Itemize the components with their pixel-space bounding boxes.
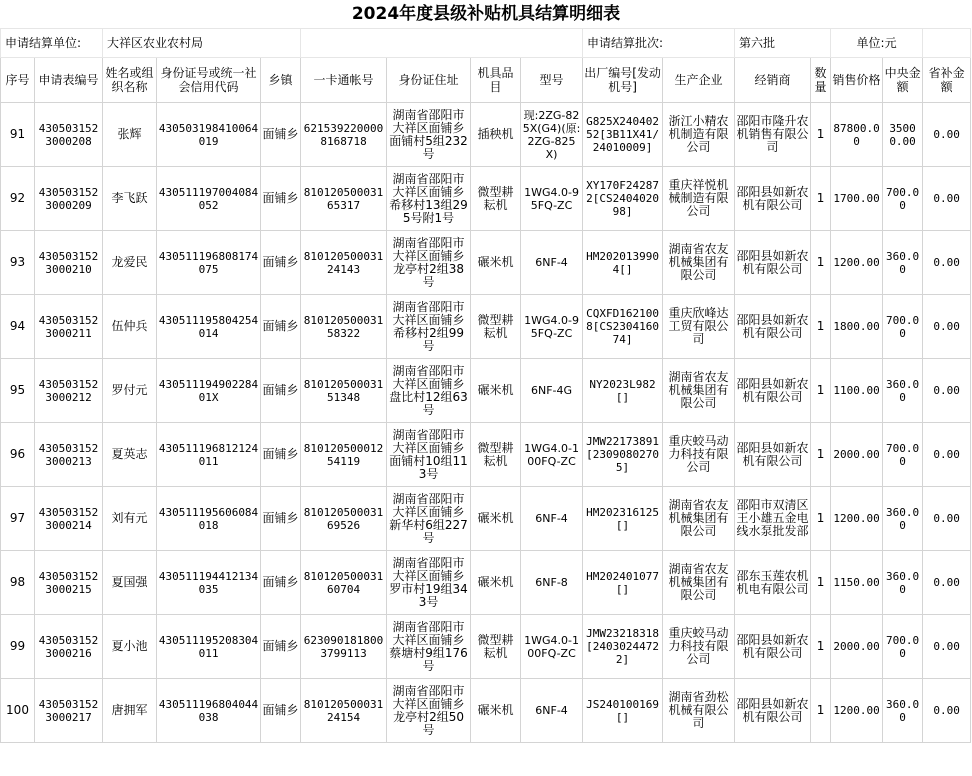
dealer-cell[interactable]: 邵东玉莲农机机电有限公司 <box>735 551 811 615</box>
dealer-cell[interactable]: 邵阳县如新农机有限公司 <box>735 679 811 743</box>
dealer-cell[interactable]: 邵阳市隆升农机销售有限公司 <box>735 103 811 167</box>
table-row <box>1 103 971 167</box>
row-number-cell[interactable]: 98 <box>1 551 35 615</box>
model-cell[interactable]: 1WG4.0-100FQ-ZC <box>521 615 583 679</box>
id-code-cell[interactable]: 430511195606084018 <box>157 487 261 551</box>
header-row <box>1 58 971 103</box>
township-cell[interactable]: 面铺乡 <box>261 551 301 615</box>
provincial-subsidy-cell[interactable]: 0.00 <box>923 615 971 679</box>
address-cell[interactable]: 湖南省邵阳市大祥区面铺乡面铺村10组113号 <box>387 423 471 487</box>
quantity-cell[interactable]: 1 <box>811 615 831 679</box>
machine-category-cell[interactable]: 微型耕耘机 <box>471 615 521 679</box>
column-header: 销售价格 <box>831 58 883 103</box>
provincial-subsidy-cell[interactable]: 0.00 <box>923 295 971 359</box>
machine-category-cell[interactable]: 碾米机 <box>471 551 521 615</box>
sale-price-cell[interactable]: 2000.00 <box>831 615 883 679</box>
column-header: 身份证住址 <box>387 58 471 103</box>
column-header: 中央金额 <box>883 58 923 103</box>
provincial-subsidy-cell[interactable]: 0.00 <box>923 359 971 423</box>
central-subsidy-cell[interactable]: 360.00 <box>883 551 923 615</box>
serial-number-cell[interactable]: HM202401077[] <box>583 551 663 615</box>
row-number-cell[interactable]: 91 <box>1 103 35 167</box>
central-subsidy-cell[interactable]: 700.00 <box>883 423 923 487</box>
township-cell[interactable]: 面铺乡 <box>261 487 301 551</box>
serial-number-cell[interactable]: CQXFD1621008[CS230416074] <box>583 295 663 359</box>
table-row <box>1 359 971 423</box>
central-subsidy-cell[interactable]: 360.00 <box>883 231 923 295</box>
column-header: 生产企业 <box>663 58 735 103</box>
sale-price-cell[interactable]: 1150.00 <box>831 551 883 615</box>
column-header: 序号 <box>1 58 35 103</box>
quantity-cell[interactable]: 1 <box>811 551 831 615</box>
manufacturer-cell[interactable]: 湖南省农友机械集团有限公司 <box>663 359 735 423</box>
sale-price-cell[interactable]: 1800.00 <box>831 295 883 359</box>
row-number-cell[interactable]: 92 <box>1 167 35 231</box>
model-cell[interactable]: 1WG4.0-100FQ-ZC <box>521 423 583 487</box>
address-cell[interactable]: 湖南省邵阳市大祥区面铺乡新华村6组227号 <box>387 487 471 551</box>
provincial-subsidy-cell[interactable]: 0.00 <box>923 103 971 167</box>
serial-number-cell[interactable]: G825X24040252[3B11X41/24010009] <box>583 103 663 167</box>
model-cell[interactable]: 1WG4.0-95FQ-ZC <box>521 295 583 359</box>
table-row <box>1 231 971 295</box>
dealer-cell[interactable]: 邵阳县如新农机有限公司 <box>735 295 811 359</box>
id-code-cell[interactable]: 430503198410064019 <box>157 103 261 167</box>
column-header: 出厂编号[发动机号] <box>583 58 663 103</box>
serial-number-cell[interactable]: JMW22173891[2309080270 5] <box>583 423 663 487</box>
sale-price-cell[interactable]: 1200.00 <box>831 231 883 295</box>
dealer-cell[interactable]: 邵阳县如新农机有限公司 <box>735 167 811 231</box>
serial-number-cell[interactable]: NY2023L982[] <box>583 359 663 423</box>
dealer-cell[interactable]: 邵阳县如新农机有限公司 <box>735 615 811 679</box>
application-id-cell[interactable]: 4305031523000216 <box>35 615 103 679</box>
quantity-cell[interactable]: 1 <box>811 423 831 487</box>
row-number-cell[interactable]: 99 <box>1 615 35 679</box>
id-code-cell[interactable]: 430511194412134035 <box>157 551 261 615</box>
quantity-cell[interactable]: 1 <box>811 103 831 167</box>
info-spacer <box>301 29 583 58</box>
applicant-name-cell[interactable]: 龙爱民 <box>103 231 157 295</box>
address-cell[interactable]: 湖南省邵阳市大祥区面铺乡龙亭村2组50号 <box>387 679 471 743</box>
quantity-cell[interactable]: 1 <box>811 679 831 743</box>
applicant-name-cell[interactable]: 罗付元 <box>103 359 157 423</box>
township-cell[interactable]: 面铺乡 <box>261 359 301 423</box>
table-row <box>1 615 971 679</box>
row-number-cell[interactable]: 100 <box>1 679 35 743</box>
sale-price-cell[interactable]: 1200.00 <box>831 679 883 743</box>
manufacturer-cell[interactable]: 重庆蛟马动力科技有限公司 <box>663 423 735 487</box>
application-id-cell[interactable]: 4305031523000213 <box>35 423 103 487</box>
applicant-name-cell[interactable]: 夏英志 <box>103 423 157 487</box>
column-header: 机具品目 <box>471 58 521 103</box>
provincial-subsidy-cell[interactable]: 0.00 <box>923 167 971 231</box>
table-row <box>1 423 971 487</box>
provincial-subsidy-cell[interactable]: 0.00 <box>923 551 971 615</box>
model-cell[interactable]: 1WG4.0-95FQ-ZC <box>521 167 583 231</box>
quantity-cell[interactable]: 1 <box>811 359 831 423</box>
address-cell[interactable]: 湖南省邵阳市大祥区面铺乡希移村13组295号附1号 <box>387 167 471 231</box>
machine-category-cell[interactable]: 微型耕耘机 <box>471 167 521 231</box>
provincial-subsidy-cell[interactable]: 0.00 <box>923 231 971 295</box>
dealer-cell[interactable]: 邵阳县如新农机有限公司 <box>735 231 811 295</box>
column-header: 型号 <box>521 58 583 103</box>
central-subsidy-cell[interactable]: 700.00 <box>883 295 923 359</box>
info-row <box>1 29 971 58</box>
provincial-subsidy-cell[interactable]: 0.00 <box>923 487 971 551</box>
dealer-cell[interactable]: 邵阳市双清区王小雄五金电线水泵批发部 <box>735 487 811 551</box>
table-row <box>1 551 971 615</box>
row-number-cell[interactable]: 97 <box>1 487 35 551</box>
account-number-cell[interactable]: 81012050003124143 <box>301 231 387 295</box>
dealer-cell[interactable]: 邵阳县如新农机有限公司 <box>735 423 811 487</box>
sale-price-cell[interactable]: 1700.00 <box>831 167 883 231</box>
central-subsidy-cell[interactable]: 360.00 <box>883 487 923 551</box>
row-number-cell[interactable]: 94 <box>1 295 35 359</box>
page-title: 2024年度县级补贴机具结算明细表 <box>351 4 621 24</box>
machine-category-cell[interactable]: 微型耕耘机 <box>471 423 521 487</box>
model-cell[interactable]: 6NF-4G <box>521 359 583 423</box>
settlement-table <box>0 28 971 743</box>
serial-number-cell[interactable]: HM202316125[] <box>583 487 663 551</box>
id-code-cell[interactable]: 430511195208304011 <box>157 615 261 679</box>
account-number-cell[interactable]: 81012050003160704 <box>301 551 387 615</box>
column-header: 一卡通帐号 <box>301 58 387 103</box>
model-cell[interactable]: 6NF-4 <box>521 231 583 295</box>
dealer-cell[interactable]: 邵阳县如新农机有限公司 <box>735 359 811 423</box>
manufacturer-cell[interactable]: 重庆祥悦机械制造有限公司 <box>663 167 735 231</box>
applicant-name-cell[interactable]: 李飞跃 <box>103 167 157 231</box>
serial-number-cell[interactable]: JS240100169[] <box>583 679 663 743</box>
quantity-cell[interactable]: 1 <box>811 231 831 295</box>
quantity-cell[interactable]: 1 <box>811 295 831 359</box>
address-cell[interactable]: 湖南省邵阳市大祥区面铺乡龙亭村2组38号 <box>387 231 471 295</box>
row-number-cell[interactable]: 95 <box>1 359 35 423</box>
manufacturer-cell[interactable]: 湖南省农友机械集团有限公司 <box>663 231 735 295</box>
column-header: 身份证号或统一社会信用代码 <box>157 58 261 103</box>
machine-category-cell[interactable]: 插秧机 <box>471 103 521 167</box>
machine-category-cell[interactable]: 碾米机 <box>471 359 521 423</box>
column-header: 省补金额 <box>923 58 971 103</box>
township-cell[interactable]: 面铺乡 <box>261 103 301 167</box>
township-cell[interactable]: 面铺乡 <box>261 167 301 231</box>
id-code-cell[interactable]: 430511197004084052 <box>157 167 261 231</box>
serial-number-cell[interactable]: HM202013990 4[] <box>583 231 663 295</box>
column-header: 姓名或组织名称 <box>103 58 157 103</box>
provincial-subsidy-cell[interactable]: 0.00 <box>923 679 971 743</box>
application-id-cell[interactable]: 4305031523000209 <box>35 167 103 231</box>
id-code-cell[interactable]: 430511196812124011 <box>157 423 261 487</box>
column-header: 乡镇 <box>261 58 301 103</box>
application-id-cell[interactable]: 4305031523000217 <box>35 679 103 743</box>
model-cell[interactable]: 6NF-4 <box>521 487 583 551</box>
manufacturer-cell[interactable]: 湖南省劲松机械有限公司 <box>663 679 735 743</box>
id-code-cell[interactable]: 43051119490228401X <box>157 359 261 423</box>
quantity-cell[interactable]: 1 <box>811 487 831 551</box>
application-id-cell[interactable]: 4305031523000214 <box>35 487 103 551</box>
info-spacer-end <box>923 29 971 58</box>
machine-category-cell[interactable]: 碾米机 <box>471 679 521 743</box>
column-header: 数量 <box>811 58 831 103</box>
column-header: 经销商 <box>735 58 811 103</box>
model-cell[interactable]: 6NF-4 <box>521 679 583 743</box>
applicant-name-cell[interactable]: 刘有元 <box>103 487 157 551</box>
address-cell[interactable]: 湖南省邵阳市大祥区面铺乡盘比村12组63号 <box>387 359 471 423</box>
central-subsidy-cell[interactable]: 35000.00 <box>883 103 923 167</box>
account-number-cell[interactable]: 6215392200008168718 <box>301 103 387 167</box>
model-cell[interactable]: 现:2ZG-825X(G4)(原:2ZG-825X) <box>521 103 583 167</box>
quantity-cell[interactable]: 1 <box>811 167 831 231</box>
application-id-cell[interactable]: 4305031523000212 <box>35 359 103 423</box>
address-cell[interactable]: 湖南省邵阳市大祥区面铺乡面铺村5组232号 <box>387 103 471 167</box>
machine-category-cell[interactable]: 微型耕耘机 <box>471 295 521 359</box>
application-id-cell[interactable]: 4305031523000211 <box>35 295 103 359</box>
batch-label: 申请结算批次: <box>583 29 735 58</box>
unit-value: 大祥区农业农村局 <box>103 29 301 58</box>
applicant-name-cell[interactable]: 唐拥军 <box>103 679 157 743</box>
address-cell[interactable]: 湖南省邵阳市大祥区面铺乡蔡塘村9组176号 <box>387 615 471 679</box>
township-cell[interactable]: 面铺乡 <box>261 679 301 743</box>
id-code-cell[interactable]: 430511196808174075 <box>157 231 261 295</box>
manufacturer-cell[interactable]: 重庆欣峰达工贸有限公司 <box>663 295 735 359</box>
township-cell[interactable]: 面铺乡 <box>261 231 301 295</box>
address-cell[interactable]: 湖南省邵阳市大祥区面铺乡罗市村19组343号 <box>387 551 471 615</box>
application-id-cell[interactable]: 4305031523000208 <box>35 103 103 167</box>
table-row <box>1 487 971 551</box>
central-subsidy-cell[interactable]: 700.00 <box>883 167 923 231</box>
sale-price-cell[interactable]: 87800.00 <box>831 103 883 167</box>
manufacturer-cell[interactable]: 湖南省农友机械集团有限公司 <box>663 551 735 615</box>
column-header: 申请表编号 <box>35 58 103 103</box>
account-number-cell[interactable]: 81012050003124154 <box>301 679 387 743</box>
currency-label: 单位:元 <box>831 29 923 58</box>
application-id-cell[interactable]: 4305031523000210 <box>35 231 103 295</box>
batch-value: 第六批 <box>735 29 831 58</box>
manufacturer-cell[interactable]: 重庆蛟马动力科技有限公司 <box>663 615 735 679</box>
applicant-name-cell[interactable]: 夏小池 <box>103 615 157 679</box>
central-subsidy-cell[interactable]: 360.00 <box>883 679 923 743</box>
machine-category-cell[interactable]: 碾米机 <box>471 231 521 295</box>
address-cell[interactable]: 湖南省邵阳市大祥区面铺乡希移村2组99号 <box>387 295 471 359</box>
table-row <box>1 295 971 359</box>
serial-number-cell[interactable]: XY170F242872[CS240402098] <box>583 167 663 231</box>
applicant-name-cell[interactable]: 夏国强 <box>103 551 157 615</box>
sale-price-cell[interactable]: 2000.00 <box>831 423 883 487</box>
account-number-cell[interactable]: 81012050003169526 <box>301 487 387 551</box>
sale-price-cell[interactable]: 1100.00 <box>831 359 883 423</box>
manufacturer-cell[interactable]: 浙江小精农机制造有限公司 <box>663 103 735 167</box>
applicant-name-cell[interactable]: 张辉 <box>103 103 157 167</box>
row-number-cell[interactable]: 96 <box>1 423 35 487</box>
account-number-cell[interactable]: 6230901818003799113 <box>301 615 387 679</box>
account-number-cell[interactable]: 81012050003151348 <box>301 359 387 423</box>
account-number-cell[interactable]: 81012050003158322 <box>301 295 387 359</box>
applicant-name-cell[interactable]: 伍仲兵 <box>103 295 157 359</box>
township-cell[interactable]: 面铺乡 <box>261 615 301 679</box>
table-row <box>1 679 971 743</box>
account-number-cell[interactable]: 81012050001254119 <box>301 423 387 487</box>
row-number-cell[interactable]: 93 <box>1 231 35 295</box>
central-subsidy-cell[interactable]: 360.00 <box>883 359 923 423</box>
provincial-subsidy-cell[interactable]: 0.00 <box>923 423 971 487</box>
sale-price-cell[interactable]: 1200.00 <box>831 487 883 551</box>
central-subsidy-cell[interactable]: 700.00 <box>883 615 923 679</box>
id-code-cell[interactable]: 430511195804254014 <box>157 295 261 359</box>
table-row <box>1 167 971 231</box>
id-code-cell[interactable]: 430511196804044038 <box>157 679 261 743</box>
unit-label: 申请结算单位: <box>1 29 103 58</box>
township-cell[interactable]: 面铺乡 <box>261 295 301 359</box>
account-number-cell[interactable]: 81012050003165317 <box>301 167 387 231</box>
application-id-cell[interactable]: 4305031523000215 <box>35 551 103 615</box>
township-cell[interactable]: 面铺乡 <box>261 423 301 487</box>
model-cell[interactable]: 6NF-8 <box>521 551 583 615</box>
machine-category-cell[interactable]: 碾米机 <box>471 487 521 551</box>
serial-number-cell[interactable]: JMW23218318[2403024472 2] <box>583 615 663 679</box>
manufacturer-cell[interactable]: 湖南省农友机械集团有限公司 <box>663 487 735 551</box>
